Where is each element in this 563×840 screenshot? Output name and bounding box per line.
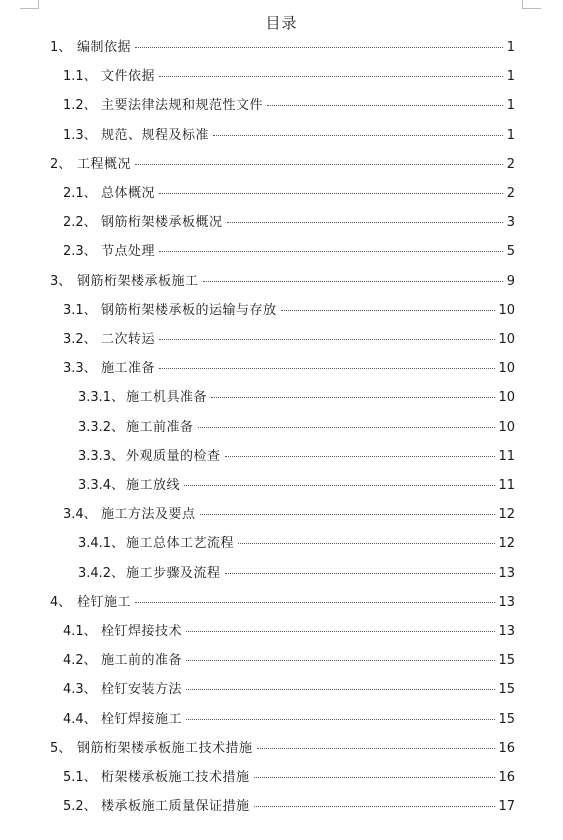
toc-entry-text: 施工机具准备 xyxy=(126,390,208,406)
toc-leader-dots xyxy=(254,805,496,807)
toc-leader-dots xyxy=(211,396,495,398)
toc-entry-text: 施工放线 xyxy=(126,478,181,493)
toc-title: 目录 xyxy=(265,14,298,32)
toc-entry-page: 17 xyxy=(498,799,515,815)
toc-leader-dots xyxy=(254,776,496,778)
toc-entry-text: 楼承板施工质量保证措施 xyxy=(101,799,250,815)
toc-entry[interactable] xyxy=(78,388,515,408)
toc-entry-text: 总体概况 xyxy=(101,186,156,201)
toc-entry-page: 12 xyxy=(498,536,515,552)
toc-entry-text: 施工前的准备 xyxy=(101,653,183,669)
toc-entry-number: 5.2、 xyxy=(63,799,97,815)
toc-entry-number: 4.3、 xyxy=(63,682,97,698)
toc-entry-page: 13 xyxy=(498,594,515,610)
toc-entry[interactable] xyxy=(63,680,515,700)
toc-entry-number: 3.2、 xyxy=(63,332,97,347)
toc-entry-page: 15 xyxy=(498,653,515,669)
toc-entry-number: 3.4.1、 xyxy=(78,536,125,552)
toc-entry[interactable] xyxy=(63,242,515,262)
toc-entry-text: 文件依据 xyxy=(101,69,156,85)
toc-entry-text: 二次转运 xyxy=(101,332,156,347)
toc-entry[interactable] xyxy=(63,651,515,671)
toc-entry[interactable] xyxy=(63,126,515,146)
toc-entry-page: 10 xyxy=(498,361,515,377)
page-corner-mark-left xyxy=(20,0,39,9)
toc-entry-page: 3 xyxy=(506,215,515,231)
toc-entry-text: 桁架楼承板施工技术措施 xyxy=(101,770,250,785)
toc-entry-text: 栓钉安装方法 xyxy=(101,682,183,698)
toc-entry-page: 1 xyxy=(506,98,515,114)
toc-entry-number: 3.3.4、 xyxy=(78,478,125,493)
toc-entry-number: 3.4.2、 xyxy=(78,565,125,581)
toc-entry-text: 栓钉焊接施工 xyxy=(101,711,183,727)
toc-entry-page: 10 xyxy=(498,390,515,406)
toc-leader-dots xyxy=(184,484,495,486)
toc-entry[interactable] xyxy=(63,301,515,321)
toc-leader-dots xyxy=(238,542,495,544)
toc-entry-text: 钢筋桁架楼承板概况 xyxy=(101,215,223,231)
toc-leader-dots xyxy=(227,221,503,223)
toc-leader-dots xyxy=(135,601,495,603)
toc-leader-dots xyxy=(281,309,496,311)
toc-entry-page: 10 xyxy=(498,332,515,347)
toc-leader-dots xyxy=(186,718,495,720)
toc-entry[interactable] xyxy=(50,272,515,292)
toc-entry-number: 1.1、 xyxy=(63,69,97,85)
toc-entry-number: 5、 xyxy=(50,740,72,756)
toc-leader-dots xyxy=(213,134,503,136)
toc-entry-text: 编制依据 xyxy=(77,40,132,55)
toc-entry[interactable] xyxy=(63,622,515,642)
toc-entry-page: 1 xyxy=(506,127,515,143)
toc-entry-page: 13 xyxy=(498,624,515,639)
toc-entry-page: 1 xyxy=(506,69,515,85)
toc-entry[interactable] xyxy=(78,564,515,584)
toc-entry-number: 3.4、 xyxy=(63,507,97,523)
toc-leader-dots xyxy=(225,455,496,457)
toc-entry-page: 16 xyxy=(498,740,515,756)
toc-entry-page: 1 xyxy=(506,40,515,55)
toc-entry-number: 1、 xyxy=(50,40,72,55)
toc-entry[interactable] xyxy=(78,447,515,467)
toc-leader-dots xyxy=(200,513,496,515)
toc-entry-text: 工程概况 xyxy=(77,156,132,172)
toc-entry[interactable] xyxy=(50,155,515,175)
toc-leader-dots xyxy=(135,163,503,165)
toc-entry[interactable] xyxy=(63,505,515,525)
toc-entry-text: 节点处理 xyxy=(101,244,156,260)
toc-entry-number: 4.1、 xyxy=(63,624,97,639)
toc-entry[interactable] xyxy=(50,739,515,759)
toc-leader-dots xyxy=(203,280,503,282)
toc-leader-dots xyxy=(198,426,496,428)
toc-entry-page: 11 xyxy=(498,478,515,493)
toc-leader-dots xyxy=(225,572,496,574)
toc-leader-dots xyxy=(159,367,495,369)
toc-entry-text: 施工准备 xyxy=(101,361,156,377)
toc-entry-text: 钢筋桁架楼承板施工技术措施 xyxy=(77,740,253,756)
toc-entry-number: 4、 xyxy=(50,594,72,610)
toc-entry-number: 4.4、 xyxy=(63,711,97,727)
toc-entry[interactable] xyxy=(50,593,515,613)
toc-entry-page: 10 xyxy=(498,302,515,318)
toc-entry-page: 2 xyxy=(506,186,515,201)
toc-entry[interactable] xyxy=(78,534,515,554)
toc-entry-number: 2、 xyxy=(50,156,72,172)
toc-entry-text: 钢筋桁架楼承板的运输与存放 xyxy=(101,302,277,318)
toc-entry-page: 9 xyxy=(506,273,515,289)
toc-entry-number: 3、 xyxy=(50,273,72,289)
toc-leader-dots xyxy=(186,630,495,632)
toc-entry-number: 3.3、 xyxy=(63,361,97,377)
toc-entry[interactable] xyxy=(63,96,515,116)
toc-entry-text: 主要法律法规和规范性文件 xyxy=(101,98,264,114)
toc-entry-page: 2 xyxy=(506,156,515,172)
toc-leader-dots xyxy=(257,747,496,749)
toc-entry[interactable] xyxy=(63,330,515,350)
toc-entry-page: 15 xyxy=(498,682,515,698)
toc-entry[interactable] xyxy=(63,359,515,379)
toc-entry-text: 施工方法及要点 xyxy=(101,507,196,523)
toc-entry-number: 3.3.2、 xyxy=(78,419,125,435)
toc-entry[interactable] xyxy=(63,213,515,233)
toc-leader-dots xyxy=(186,659,495,661)
toc-entry-page: 10 xyxy=(498,419,515,435)
toc-entry-number: 1.2、 xyxy=(63,98,97,114)
toc-entry-number: 2.1、 xyxy=(63,186,97,201)
toc-entry[interactable] xyxy=(63,797,515,817)
toc-entry-number: 5.1、 xyxy=(63,770,97,785)
toc-entry-number: 2.3、 xyxy=(63,244,97,260)
toc-entry-text: 施工步骤及流程 xyxy=(126,565,221,581)
toc-entry-text: 钢筋桁架楼承板施工 xyxy=(77,273,199,289)
toc-entry[interactable] xyxy=(63,710,515,730)
toc-entry[interactable] xyxy=(78,476,515,496)
toc-entry-number: 3.3.3、 xyxy=(78,448,125,464)
toc-entry-number: 3.1、 xyxy=(63,302,97,318)
toc-entry-page: 11 xyxy=(498,448,515,464)
toc-entry-text: 规范、规程及标准 xyxy=(101,127,210,143)
toc-entry[interactable] xyxy=(63,184,515,204)
toc-leader-dots xyxy=(159,192,503,194)
toc-entry-number: 4.2、 xyxy=(63,653,97,669)
page-corner-mark-right xyxy=(522,0,541,9)
toc-entry[interactable] xyxy=(63,67,515,87)
toc-entry-page: 13 xyxy=(498,565,515,581)
toc-entry-text: 施工总体工艺流程 xyxy=(126,536,235,552)
toc-entry[interactable] xyxy=(63,768,515,788)
toc-entry-number: 3.3.1、 xyxy=(78,390,125,406)
toc-entry-page: 16 xyxy=(498,770,515,785)
toc-entry-text: 外观质量的检查 xyxy=(126,448,221,464)
toc-entry-page: 15 xyxy=(498,711,515,727)
toc-leader-dots xyxy=(135,46,503,48)
toc-leader-dots xyxy=(159,338,495,340)
toc-leader-dots xyxy=(267,104,503,106)
toc-leader-dots xyxy=(159,75,503,77)
toc-entry-page: 5 xyxy=(506,244,515,260)
toc-entry-text: 施工前准备 xyxy=(126,419,194,435)
toc-entry-text: 栓钉施工 xyxy=(77,594,132,610)
toc-entry[interactable] xyxy=(78,418,515,438)
toc-entry-number: 1.3、 xyxy=(63,127,97,143)
toc-entry-number: 2.2、 xyxy=(63,215,97,231)
toc-leader-dots xyxy=(186,688,495,690)
toc-entry-text: 栓钉焊接技术 xyxy=(101,624,183,639)
toc-entry-page: 12 xyxy=(498,507,515,523)
toc-leader-dots xyxy=(159,250,503,252)
toc-entry[interactable] xyxy=(50,38,515,58)
